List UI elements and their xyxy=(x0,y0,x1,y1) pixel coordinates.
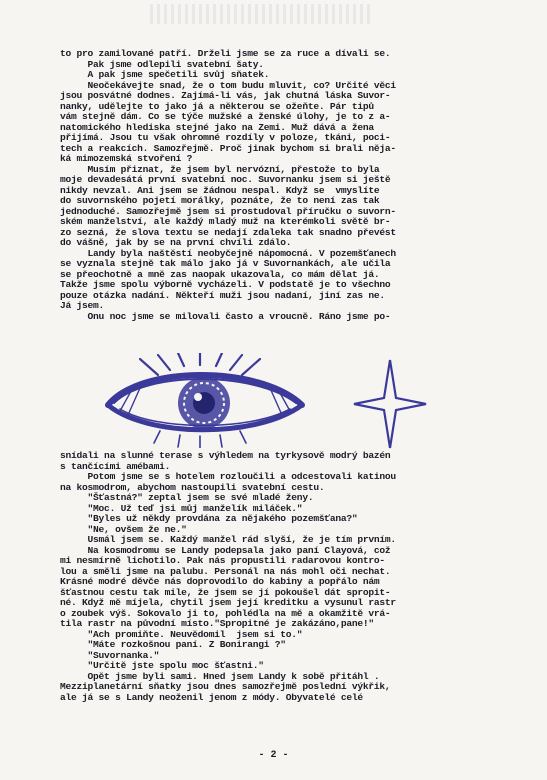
lower-text-line: Potom jsme se s hotelem rozloučili a odcestovali katinou xyxy=(60,471,396,482)
lower-text-line: tila rastr na původní místo."Spropitné je zakázáno,pane!" xyxy=(60,618,374,629)
upper-text-line: Musím přiznat, že jsem byl nervózní, přestože to byla xyxy=(60,163,380,175)
upper-text-line: Takže jsme spolu výborně vycházeli. V podstatě je to všechno xyxy=(60,279,391,290)
lower-text-line: Krásné modré děvče nás doprovodilo do kabiny a popřálo nám xyxy=(60,576,380,587)
lower-text-line: "Máte rozkošnou paní. Z Bonirangi ?" xyxy=(60,639,286,650)
upper-text-line: to pro zamilované patří. Drželi jsme se za ruce a dívali se. xyxy=(60,48,391,59)
upper-text-line: se vyznala stejně tak málo jako já v Suvornankách, ale učila xyxy=(60,258,391,269)
upper-text-line: moje devadesátá první svatební noc. Suvornanku jsem si ještě xyxy=(60,174,391,185)
upper-text-block xyxy=(60,49,490,322)
lower-text-line: ale já se s Landy neoženil jenom z módy. Obyvatelé celé xyxy=(60,691,363,703)
upper-text-line: pouze otázka nadání. Někteří muži jsou nadaní, jiní zas ne. xyxy=(60,289,385,301)
upper-text-line: Pak jsme odlepili svatební šaty. xyxy=(60,58,264,70)
upper-text-line: A pak jsme spečetili svůj sňatek. xyxy=(60,69,270,80)
lower-text-line: Na kosmodromu se Landy podepsala jako paní Clayová, což xyxy=(60,544,391,556)
upper-text-line: ká mimozemská stvoření ? xyxy=(60,153,193,164)
lower-text-line: lou a směli jsme na palubu. Personál na nás mohl oči nechat. xyxy=(60,565,391,577)
lower-text-line: "Suvornanka." xyxy=(60,649,160,661)
lower-text-line: "Byles už někdy provdána za nějakého pozemšťana?" xyxy=(60,513,358,524)
upper-text-line: nikdy nevzal. Ani jsem se žádnou nespal. Když se vmyslíte xyxy=(60,184,380,196)
lower-text-line: né. Když mě míjela, chytil jsem její kreditku a vysunul rastr xyxy=(60,597,396,608)
lower-text-line: Usmál jsem se. Každý manžel rád slyší, že je tím prvním. xyxy=(60,534,396,545)
upper-text-line: jednoduché. Samozřejmě jsem si prostudoval příručku o suvorn- xyxy=(60,205,396,217)
lower-text-line: "Ne, ovšem že ne." xyxy=(60,523,187,535)
upper-text-line: přijímá. Jsou tu však ohromné rozdíly v poloze, tkáni, poci- xyxy=(60,132,391,143)
lower-text-line: Mezziplanetární sňatky jsou dnes samozřejmě poslední výkřik, xyxy=(60,681,391,692)
lower-text-line: "Moc. Už teď jsi můj manželík miláček." xyxy=(60,502,303,514)
four-point-star-icon xyxy=(352,358,428,450)
lower-text-block xyxy=(60,451,490,703)
lower-text-line: mi nesmírně lichotilo. Pak nás propustili radarovou kontro- xyxy=(60,555,385,566)
lower-text-line: snídali na slunné terase s výhledem na tyrkysově modrý bazén xyxy=(60,450,391,461)
lower-text-line: "Určitě jste spolu moc šťastni." xyxy=(60,660,264,671)
upper-text-line: jsou posvátné dodnes. Zajímá-li vás, jak chutná láska Suvor- xyxy=(60,90,391,101)
upper-text-line: do suvornského pojetí morálky, poznáte, že to není zas tak xyxy=(60,195,380,206)
upper-text-line: tech a reakcích. Samozřejmě. Proč jinak bychom si brali něja- xyxy=(60,142,396,154)
illustration-row xyxy=(0,353,547,448)
lower-text-line: s tančícími amébami. xyxy=(60,460,171,472)
upper-text-line: zo sezná, že slova textu se nedají zdaleka tak snadno převést xyxy=(60,226,396,238)
upper-text-line: Landy byla naštěstí neobyčejně nápomocná. V pozemšťanech xyxy=(60,247,396,259)
lower-text-line: "Ach promiňte. Neuvědomil jsem si to." xyxy=(60,628,303,640)
upper-text-line: Neočekávejte snad, že o tom budu mluvit, co? Určité věci xyxy=(60,79,396,91)
upper-text-line: do vášně, jak by se na první chvíli zdálo. xyxy=(60,237,292,248)
upper-text-line: nanky, udělejte to jako já a některou se ožeňte. Pár tipů xyxy=(60,100,374,112)
upper-text-line: se přeochotně a mně zas naopak ukazovala, co mám dělat já. xyxy=(60,268,380,280)
bleed-through-text xyxy=(150,4,370,24)
upper-text-line: Onu noc jsme se milovali často a vroucně. Ráno jsme po- xyxy=(60,310,391,322)
upper-text-line: ském manželství, ale každý mladý muž na kterémkoli světě br- xyxy=(60,216,391,227)
upper-text-line: vám stejně dám. Co se týče mužské a ženské úlohy, je to z a- xyxy=(60,111,391,122)
lower-text-line: šťastnou cestu tak mile, že jsem se jí pokoušel dát spropit- xyxy=(60,586,391,598)
upper-text-line: Já jsem. xyxy=(60,300,105,311)
lower-text-line: "Šťastná?" zeptal jsem se své mladé ženy. xyxy=(60,492,314,503)
lower-text-line: Opět jsme byli sami. Hned jsem Landy k sobě přitáhl . xyxy=(60,670,380,682)
eye-icon xyxy=(100,353,310,448)
upper-text-line: natomického hlediska stejné jako na Zemi. Muž dává a žena xyxy=(60,121,374,133)
lower-text-line: na kosmodrom, abychom nastoupili svatební cestu. xyxy=(60,481,325,493)
page-number: - 2 - xyxy=(258,750,289,761)
lower-text-line: o zoubek výš. Sokovalo ji to, pohlédla na mě a okamžitě vrá- xyxy=(60,607,391,619)
